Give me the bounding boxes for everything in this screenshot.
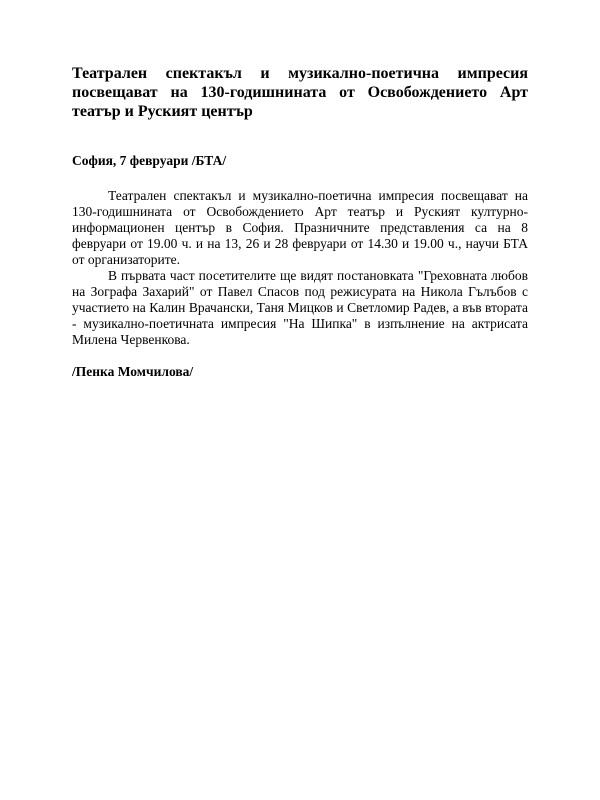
article-title: Театрален спектакъл и музикално-поетична импресия посвещават на 130-годишнината от Освобождението Арт театър и Руският център	[72, 65, 528, 120]
article-dateline: София, 7 февруари /БТА/	[72, 153, 227, 168]
article-paragraph: Театрален спектакъл и музикално-поетична импресия посвещават на 130-годишнината от Освобождението Арт театър и Руският културно-информационен център в София. Празничните представления са на 8 февруари от 19.00 ч. и на 13, 26 и 28 февруари от 14.30 и 19.00 ч., научи БТА от организаторите.	[72, 188, 528, 267]
article-body	[72, 188, 528, 348]
article-paragraph: В първата част посетителите ще видят постановката "Греховната любов на Зографа Захарий" от Павел Спасов под режисурата на Никола Гълъбов с участието на Калин Врачански, Таня Мицков и Светломир Радев, а във втората - музикално-поетичната импресия "На Шипка" в изпълнение на актрисата Милена Червенкова.	[72, 268, 528, 347]
article-author: /Пенка Момчилова/	[72, 364, 194, 379]
document-page	[72, 64, 528, 380]
